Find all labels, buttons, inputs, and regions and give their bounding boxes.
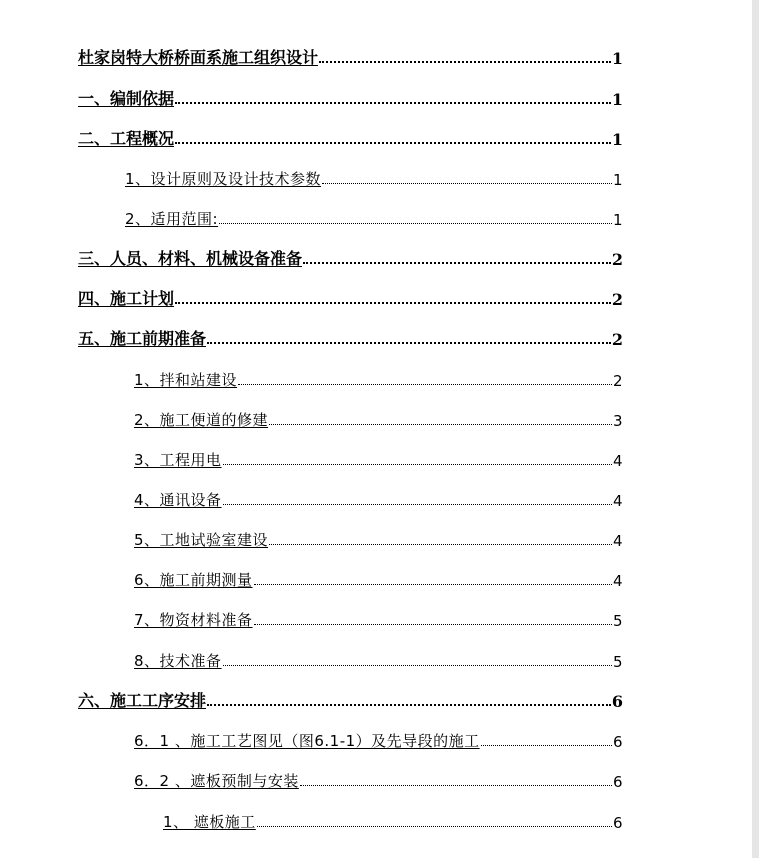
toc-entry[interactable] [125,205,623,229]
toc-entry[interactable] [78,125,623,149]
toc-page-number: 4 [612,572,623,590]
dot-leader [223,504,612,505]
toc-page-number: 1 [612,171,623,189]
toc-entry-title: 4、通讯设备 [134,491,222,509]
toc-entry[interactable] [134,486,623,510]
dot-leader [175,102,611,104]
dot-leader [223,464,612,465]
toc-page-number: 1 [611,49,623,68]
toc-page-number: 2 [611,290,623,309]
toc-entry[interactable] [78,44,623,68]
toc-page-number: 2 [612,372,623,390]
toc-entry-title: 四、施工计划 [78,289,175,308]
dot-leader [219,223,612,224]
toc-entry[interactable] [134,526,623,550]
toc-page-number: 6 [612,814,623,832]
toc-entry-title: 5、工地试验室建设 [134,531,269,549]
toc-entry-title: 2、施工便道的修建 [134,411,269,429]
toc-page-number: 5 [612,612,623,630]
toc-entry[interactable] [78,285,623,309]
toc-entry-title: 6、施工前期测量 [134,571,253,589]
dot-leader [319,61,611,63]
dot-leader [269,424,612,425]
toc-entry[interactable] [134,647,623,671]
toc-entry-title: 1、 遮板施工 [163,813,256,831]
toc-entry-title: 1、设计原则及设计技术参数 [125,170,322,188]
dot-leader [303,262,611,264]
toc-page-number: 6 [612,733,623,751]
toc-entry-title: 杜家岗特大桥桥面系施工组织设计 [78,48,319,67]
toc-entry[interactable] [134,767,623,791]
toc-page-number: 1 [612,211,623,229]
dot-leader [300,785,612,786]
toc-entry[interactable] [134,727,623,751]
dot-leader [322,183,612,184]
toc-entry-title: 7、物资材料准备 [134,611,253,629]
toc-page-number: 1 [611,90,623,109]
toc-entry[interactable] [134,406,623,430]
toc-entry-title: 六、施工工序安排 [78,691,207,710]
toc-entry[interactable] [78,325,623,349]
toc-page-number: 2 [611,250,623,269]
window-edge [752,0,759,858]
toc-page-number: 2 [611,330,623,349]
toc-entry-title: 一、编制依据 [78,89,175,108]
dot-leader [254,584,612,585]
dot-leader [175,142,611,144]
toc-entry[interactable] [163,808,623,832]
toc-entry[interactable] [134,566,623,590]
toc-page-number: 4 [612,532,623,550]
toc-entry-title: 6．1 、施工工艺图见（图6.1-1）及先导段的施工 [134,732,480,750]
dot-leader [223,665,612,666]
toc-entry[interactable] [134,446,623,470]
toc-page-number: 3 [612,412,623,430]
toc-entry[interactable] [134,606,623,630]
dot-leader [257,826,612,827]
toc-entry-title: 8、技术准备 [134,652,222,670]
toc-entry[interactable] [134,366,623,390]
toc-entry-title: 2、适用范围: [125,210,219,228]
toc-entry[interactable] [78,85,623,109]
toc-page-number: 1 [611,130,623,149]
toc-entry-title: 3、工程用电 [134,451,222,469]
toc-page-number: 6 [612,773,623,791]
toc-entry-title: 1、拌和站建设 [134,371,238,389]
toc-entry[interactable] [78,245,623,269]
toc-page-number: 6 [611,692,623,711]
dot-leader [238,384,612,385]
toc-page-number: 5 [612,653,623,671]
toc-entry-title: 五、施工前期准备 [78,329,207,348]
toc-entry-title: 6．2 、遮板预制与安装 [134,772,299,790]
toc-entry[interactable] [125,165,623,189]
toc-entry-title: 二、工程概况 [78,129,175,148]
toc-page-number: 4 [612,492,623,510]
toc-page-number: 4 [612,452,623,470]
toc-entry[interactable] [78,687,623,711]
toc-entry-title: 三、人员、材料、机械设备准备 [78,249,303,268]
dot-leader [481,745,612,746]
dot-leader [207,704,611,706]
dot-leader [175,302,611,304]
dot-leader [269,544,612,545]
dot-leader [254,624,612,625]
dot-leader [207,342,611,344]
